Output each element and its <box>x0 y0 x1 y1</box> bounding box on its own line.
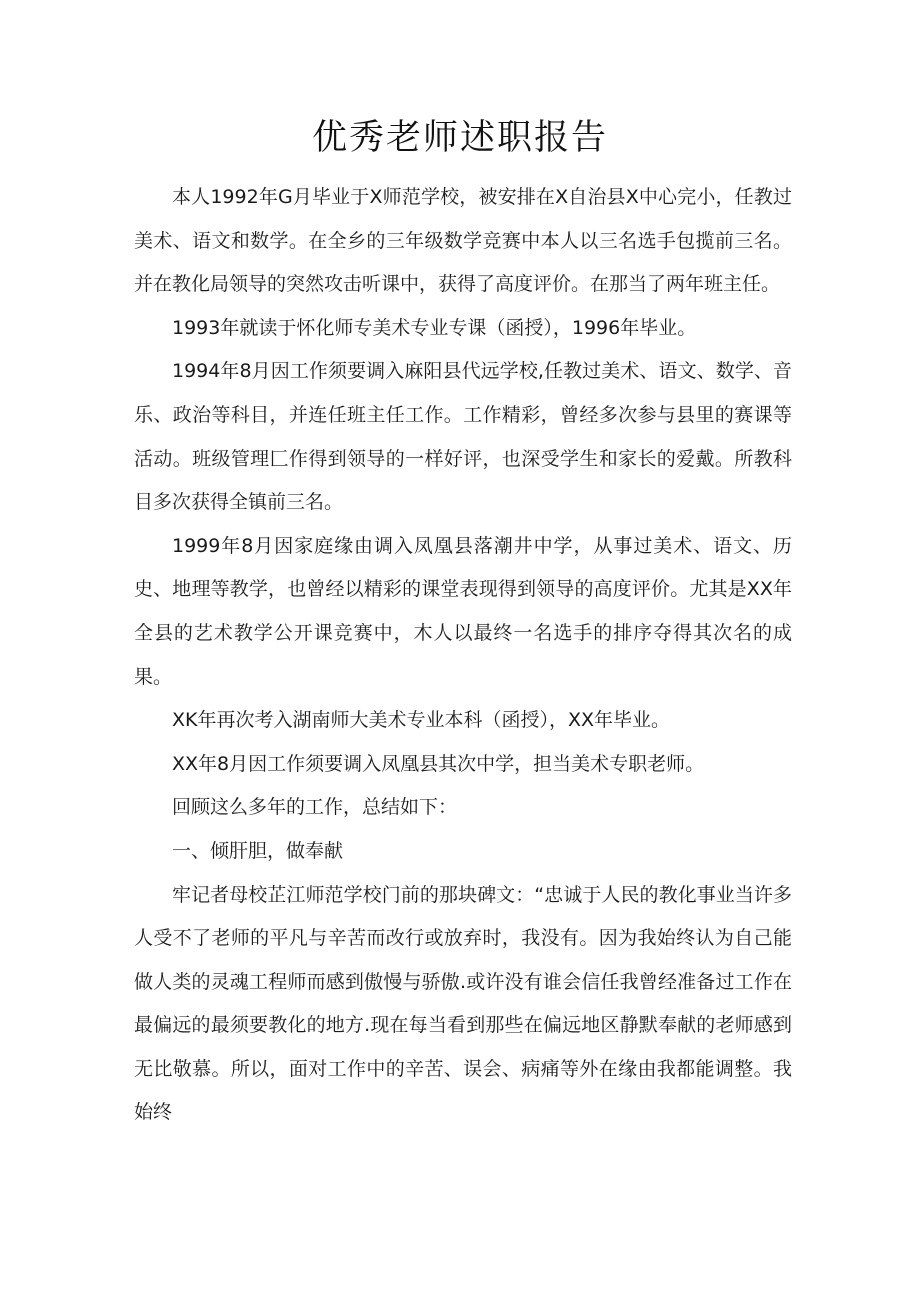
paragraph-1: 本人1992年G月毕业于X师范学校，被安排在X自治县X中心完小，任教过美术、语文和数学。在全乡的三年级数学竞赛中本人以三名选手包揽前三名。并在教化局领导的突然攻击听课中，获得了高度评价。在那当了两年班主任。 <box>134 186 792 296</box>
document-body <box>134 176 792 1135</box>
paragraph-4: 1999年8月因家庭缘由调入凤凰县落潮井中学，从事过美术、语文、历史、地理等教学，也曾经以精彩的课堂表现得到领导的高度评价。尤其是XX年全县的艺术教学公开课竞赛中，木人以最终一名选手的排序夺得其次名的成果。 <box>134 534 792 688</box>
section-heading-1: 一、倾肝胆，做奉献 <box>172 839 344 862</box>
paragraph-8: 牢记者母校芷江师范学校门前的那块碑文：“忠诚于人民的教化事业当许多人受不了老师的平凡与辛苦而改行或放弃时，我没有。因为我始终认为自己能做人类的灵魂工程师而感到傲慢与骄傲.或许没有谁会信任我曾经准备过工作在最偏远的最须要教化的地方.现在每当看到那些在偏远地区静默奉献的老师感到无比敬慕。所以，面对工作中的辛苦、误会、病痛等外在缘由我都能调整。我始终 <box>134 883 792 1124</box>
paragraph-2: 1993年就读于怀化师专美术专业专课（函授），1996年毕业。 <box>172 316 697 339</box>
paragraph-6: XX年8月因工作须要调入凤凰县其次中学，担当美术专职老师。 <box>172 752 705 775</box>
paragraph-7: 回顾这么多年的工作，总结如下： <box>172 796 458 819</box>
document-title: 优秀老师述职报告 <box>311 118 608 158</box>
paragraph-3: 1994年8月因工作须要调入麻阳县代远学校,任教过美术、语文、数学、音乐、政治等科目，并连任班主任工作。工作精彩，曾经多次参与县里的赛课等活动。班级管理匚作得到领导的一样好评，也深受学生和家长的爱戴。所教科目多次获得全镇前三名。 <box>134 360 792 514</box>
paragraph-5: XK年再次考入湖南师大美术专业本科（函授），XX年毕业。 <box>172 709 671 732</box>
